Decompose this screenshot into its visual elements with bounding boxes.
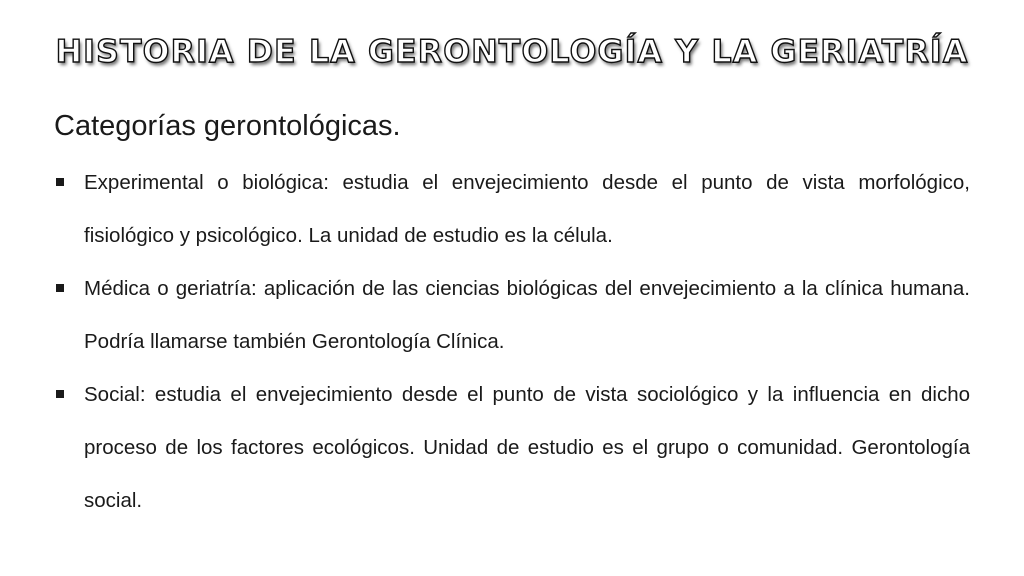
list-item — [54, 368, 970, 527]
list-item-text: Social: estudia el envejecimiento desde el punto de vista sociológico y la influencia en dicho proceso de los factores ecológicos. Unidad de estudio es el grupo o comunidad. Gerontología social. — [84, 383, 970, 512]
list-item — [54, 156, 970, 262]
slide-subtitle: Categorías gerontológicas. — [54, 110, 401, 142]
square-bullet-icon — [56, 390, 64, 398]
square-bullet-icon — [56, 178, 64, 186]
bullet-list — [54, 156, 970, 527]
list-item-text: Experimental o biológica: estudia el envejecimiento desde el punto de vista morfológico, fisiológico y psicológico. La unidad de estudio es la célula. — [84, 171, 970, 247]
square-bullet-icon — [56, 284, 64, 292]
slide-title: HISTORIA DE LA GERONTOLOGÍA Y LA GERIATRÍA — [55, 34, 969, 70]
list-item-text: Médica o geriatría: aplicación de las ciencias biológicas del envejecimiento a la clínica humana. Podría llamarse también Gerontología Clínica. — [84, 277, 970, 353]
list-item — [54, 262, 970, 368]
